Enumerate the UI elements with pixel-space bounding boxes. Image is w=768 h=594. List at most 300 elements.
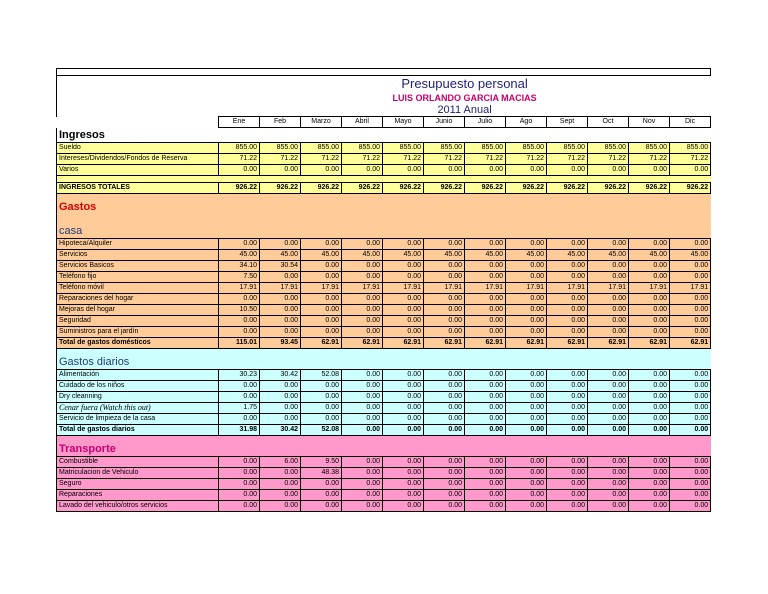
row-label[interactable]: Varios — [57, 165, 219, 176]
cell-value[interactable]: 45.00 — [383, 250, 424, 261]
cell-value[interactable]: 0.00 — [383, 239, 424, 250]
cell-value[interactable]: 0.00 — [383, 490, 424, 501]
cell-value[interactable]: 0.00 — [342, 272, 383, 283]
total-value[interactable]: 0.00 — [383, 425, 424, 436]
cell-value[interactable]: 0.00 — [670, 501, 711, 512]
cell-value[interactable]: 0.00 — [506, 316, 547, 327]
cell-value[interactable]: 0.00 — [588, 316, 629, 327]
cell-value[interactable]: 0.00 — [506, 239, 547, 250]
cell-value[interactable]: 0.00 — [383, 479, 424, 490]
row-label[interactable]: Lavado del vehiculo/otros servicios — [57, 501, 219, 512]
total-value[interactable]: 0.00 — [342, 425, 383, 436]
cell-value[interactable]: 0.00 — [424, 316, 465, 327]
cell-value[interactable]: 0.00 — [219, 468, 260, 479]
cell-value[interactable]: 0.00 — [424, 479, 465, 490]
total-label[interactable]: Total de gastos domésticos — [57, 338, 219, 349]
cell-value[interactable]: 0.00 — [260, 392, 301, 403]
cell-value[interactable]: 0.00 — [465, 392, 506, 403]
cell-value[interactable]: 0.00 — [260, 165, 301, 176]
cell-value[interactable]: 0.00 — [670, 261, 711, 272]
total-value[interactable]: 0.00 — [629, 425, 670, 436]
cell-value[interactable]: 52.08 — [301, 370, 342, 381]
cell-value[interactable]: 0.00 — [588, 239, 629, 250]
cell-value[interactable]: 17.91 — [547, 283, 588, 294]
cell-value[interactable]: 30.42 — [260, 370, 301, 381]
total-value[interactable]: 62.91 — [424, 338, 465, 349]
cell-value[interactable]: 0.00 — [424, 392, 465, 403]
cell-value[interactable]: 71.22 — [465, 154, 506, 165]
cell-value[interactable]: 0.00 — [342, 165, 383, 176]
month-header[interactable]: Oct — [588, 117, 629, 128]
cell-value[interactable]: 0.00 — [424, 261, 465, 272]
total-value[interactable]: 926.22 — [670, 183, 711, 194]
cell-value[interactable]: 0.00 — [629, 272, 670, 283]
cell-value[interactable]: 0.00 — [670, 392, 711, 403]
month-header[interactable]: Ago — [506, 117, 547, 128]
total-value[interactable]: 62.91 — [465, 338, 506, 349]
cell-value[interactable]: 0.00 — [588, 381, 629, 392]
cell-value[interactable]: 855.00 — [260, 143, 301, 154]
cell-value[interactable]: 0.00 — [506, 294, 547, 305]
cell-value[interactable]: 0.00 — [260, 272, 301, 283]
cell-value[interactable]: 0.00 — [547, 468, 588, 479]
cell-value[interactable]: 0.00 — [342, 501, 383, 512]
cell-value[interactable]: 855.00 — [424, 143, 465, 154]
total-value[interactable]: 926.22 — [506, 183, 547, 194]
row-label[interactable]: Servicios Basicos — [57, 261, 219, 272]
cell-value[interactable]: 0.00 — [219, 479, 260, 490]
cell-value[interactable]: 0.00 — [424, 294, 465, 305]
cell-value[interactable]: 71.22 — [629, 154, 670, 165]
cell-value[interactable]: 0.00 — [670, 294, 711, 305]
cell-value[interactable]: 0.00 — [424, 403, 465, 414]
section-title[interactable]: Transporte — [57, 442, 711, 457]
row-label[interactable]: Mejoras del hogar — [57, 305, 219, 316]
cell-value[interactable]: 45.00 — [670, 250, 711, 261]
cell-value[interactable]: 0.00 — [547, 479, 588, 490]
cell-value[interactable]: 48.38 — [301, 468, 342, 479]
cell-value[interactable]: 0.00 — [465, 370, 506, 381]
cell-value[interactable]: 0.00 — [588, 501, 629, 512]
cell-value[interactable]: 0.00 — [342, 370, 383, 381]
total-value[interactable]: 926.22 — [219, 183, 260, 194]
cell-value[interactable]: 0.00 — [629, 403, 670, 414]
cell-value[interactable]: 0.00 — [342, 327, 383, 338]
cell-value[interactable]: 0.00 — [301, 316, 342, 327]
total-value[interactable]: 926.22 — [383, 183, 424, 194]
total-value[interactable]: 62.91 — [342, 338, 383, 349]
cell-value[interactable]: 855.00 — [506, 143, 547, 154]
cell-value[interactable]: 45.00 — [342, 250, 383, 261]
cell-value[interactable]: 6.00 — [260, 457, 301, 468]
cell-value[interactable]: 45.00 — [301, 250, 342, 261]
empty-cell[interactable] — [57, 176, 711, 183]
total-value[interactable]: 93.45 — [260, 338, 301, 349]
cell-value[interactable]: 0.00 — [465, 490, 506, 501]
row-label[interactable]: Cenar fuera (Watch this out) — [57, 403, 219, 414]
cell-value[interactable]: 0.00 — [629, 392, 670, 403]
cell-value[interactable]: 17.91 — [219, 283, 260, 294]
empty-cell[interactable] — [57, 117, 219, 128]
cell-value[interactable]: 855.00 — [465, 143, 506, 154]
cell-value[interactable]: 0.00 — [219, 414, 260, 425]
month-header[interactable]: Ene — [219, 117, 260, 128]
total-value[interactable]: 926.22 — [301, 183, 342, 194]
cell-value[interactable]: 0.00 — [506, 327, 547, 338]
total-value[interactable]: 926.22 — [588, 183, 629, 194]
cell-value[interactable]: 0.00 — [588, 294, 629, 305]
row-label[interactable]: Servicios — [57, 250, 219, 261]
cell-value[interactable]: 0.00 — [670, 165, 711, 176]
cell-value[interactable]: 71.22 — [383, 154, 424, 165]
total-value[interactable]: 0.00 — [506, 425, 547, 436]
total-value[interactable]: 0.00 — [588, 425, 629, 436]
cell-value[interactable]: 0.00 — [219, 316, 260, 327]
cell-value[interactable]: 0.00 — [342, 414, 383, 425]
cell-value[interactable]: 0.00 — [260, 239, 301, 250]
cell-value[interactable]: 0.00 — [547, 316, 588, 327]
cell-value[interactable]: 17.91 — [260, 283, 301, 294]
cell-value[interactable]: 0.00 — [342, 403, 383, 414]
row-label[interactable]: Hipoteca/Alquiler — [57, 239, 219, 250]
total-value[interactable]: 0.00 — [424, 425, 465, 436]
cell-value[interactable]: 0.00 — [383, 392, 424, 403]
total-value[interactable]: 31.98 — [219, 425, 260, 436]
cell-value[interactable]: 0.00 — [629, 294, 670, 305]
cell-value[interactable]: 0.00 — [424, 165, 465, 176]
cell-value[interactable]: 0.00 — [506, 414, 547, 425]
cell-value[interactable]: 0.00 — [260, 414, 301, 425]
cell-value[interactable]: 0.00 — [219, 501, 260, 512]
cell-value[interactable]: 0.00 — [547, 165, 588, 176]
cell-value[interactable]: 0.00 — [629, 501, 670, 512]
cell-value[interactable]: 0.00 — [506, 261, 547, 272]
cell-value[interactable]: 17.91 — [588, 283, 629, 294]
cell-value[interactable]: 0.00 — [506, 457, 547, 468]
cell-value[interactable]: 0.00 — [260, 305, 301, 316]
cell-value[interactable]: 0.00 — [383, 272, 424, 283]
cell-value[interactable]: 0.00 — [547, 392, 588, 403]
cell-value[interactable]: 0.00 — [424, 468, 465, 479]
cell-value[interactable]: 0.00 — [670, 479, 711, 490]
cell-value[interactable]: 0.00 — [547, 414, 588, 425]
cell-value[interactable]: 0.00 — [342, 392, 383, 403]
total-value[interactable]: 0.00 — [670, 425, 711, 436]
total-value[interactable]: 926.22 — [424, 183, 465, 194]
month-header[interactable]: Abril — [342, 117, 383, 128]
cell-value[interactable]: 0.00 — [383, 457, 424, 468]
cell-value[interactable]: 0.00 — [219, 490, 260, 501]
cell-value[interactable]: 0.00 — [629, 479, 670, 490]
cell-value[interactable]: 0.00 — [465, 239, 506, 250]
cell-value[interactable]: 0.00 — [588, 272, 629, 283]
empty-cell[interactable] — [57, 214, 711, 224]
cell-value[interactable]: 0.00 — [301, 305, 342, 316]
total-value[interactable]: 62.91 — [506, 338, 547, 349]
section-title[interactable]: Gastos — [57, 200, 711, 214]
cell-value[interactable]: 0.00 — [547, 305, 588, 316]
cell-value[interactable]: 0.00 — [588, 261, 629, 272]
month-header[interactable]: Mayo — [383, 117, 424, 128]
cell-value[interactable]: 0.00 — [383, 294, 424, 305]
cell-value[interactable]: 855.00 — [670, 143, 711, 154]
row-label[interactable]: Matriculacion de Vehiculo — [57, 468, 219, 479]
cell-value[interactable]: 0.00 — [465, 457, 506, 468]
cell-value[interactable]: 0.00 — [383, 403, 424, 414]
cell-value[interactable]: 0.00 — [301, 261, 342, 272]
total-value[interactable]: 0.00 — [547, 425, 588, 436]
cell-value[interactable]: 7.50 — [219, 272, 260, 283]
cell-value[interactable]: 0.00 — [342, 457, 383, 468]
cell-value[interactable]: 855.00 — [588, 143, 629, 154]
cell-value[interactable]: 0.00 — [465, 381, 506, 392]
cell-value[interactable]: 0.00 — [260, 403, 301, 414]
cell-value[interactable]: 0.00 — [342, 468, 383, 479]
cell-value[interactable]: 0.00 — [547, 457, 588, 468]
cell-value[interactable]: 0.00 — [588, 457, 629, 468]
cell-value[interactable]: 30.54 — [260, 261, 301, 272]
cell-value[interactable]: 17.91 — [383, 283, 424, 294]
cell-value[interactable]: 0.00 — [301, 294, 342, 305]
cell-value[interactable]: 0.00 — [342, 316, 383, 327]
cell-value[interactable]: 0.00 — [547, 381, 588, 392]
empty-cell[interactable] — [57, 69, 711, 76]
cell-value[interactable]: 0.00 — [547, 294, 588, 305]
section-title[interactable]: casa — [57, 224, 711, 239]
cell-value[interactable]: 0.00 — [465, 403, 506, 414]
cell-value[interactable]: 0.00 — [670, 381, 711, 392]
cell-value[interactable]: 0.00 — [588, 468, 629, 479]
cell-value[interactable]: 0.00 — [424, 414, 465, 425]
total-value[interactable]: 926.22 — [629, 183, 670, 194]
cell-value[interactable]: 0.00 — [383, 381, 424, 392]
cell-value[interactable]: 855.00 — [629, 143, 670, 154]
total-value[interactable]: 62.91 — [301, 338, 342, 349]
cell-value[interactable]: 0.00 — [301, 490, 342, 501]
cell-value[interactable]: 0.00 — [465, 305, 506, 316]
cell-value[interactable]: 71.22 — [670, 154, 711, 165]
cell-value[interactable]: 0.00 — [383, 316, 424, 327]
cell-value[interactable]: 0.00 — [506, 305, 547, 316]
cell-value[interactable]: 0.00 — [424, 501, 465, 512]
cell-value[interactable]: 0.00 — [383, 327, 424, 338]
cell-value[interactable]: 0.00 — [670, 414, 711, 425]
total-value[interactable]: 62.91 — [670, 338, 711, 349]
cell-value[interactable]: 0.00 — [260, 316, 301, 327]
cell-value[interactable]: 0.00 — [670, 370, 711, 381]
cell-value[interactable]: 45.00 — [260, 250, 301, 261]
cell-value[interactable]: 0.00 — [506, 479, 547, 490]
cell-value[interactable]: 0.00 — [301, 392, 342, 403]
cell-value[interactable]: 0.00 — [342, 479, 383, 490]
cell-value[interactable]: 0.00 — [547, 403, 588, 414]
cell-value[interactable]: 0.00 — [547, 261, 588, 272]
owner-name[interactable]: LUIS ORLANDO GARCIA MACIAS — [392, 93, 537, 103]
cell-value[interactable]: 0.00 — [219, 165, 260, 176]
cell-value[interactable]: 0.00 — [629, 327, 670, 338]
row-label[interactable]: Dry cleanning — [57, 392, 219, 403]
cell-value[interactable]: 0.00 — [342, 381, 383, 392]
cell-value[interactable]: 0.00 — [588, 305, 629, 316]
cell-value[interactable]: 0.00 — [301, 381, 342, 392]
cell-value[interactable]: 71.22 — [342, 154, 383, 165]
row-label[interactable]: Suministros para el jardín — [57, 327, 219, 338]
month-header[interactable]: Marzo — [301, 117, 342, 128]
cell-value[interactable]: 0.00 — [629, 305, 670, 316]
total-value[interactable]: 62.91 — [588, 338, 629, 349]
cell-value[interactable]: 0.00 — [506, 468, 547, 479]
cell-value[interactable]: 17.91 — [629, 283, 670, 294]
cell-value[interactable]: 0.00 — [301, 239, 342, 250]
cell-value[interactable]: 0.00 — [670, 272, 711, 283]
month-header[interactable]: Dic — [670, 117, 711, 128]
cell-value[interactable]: 0.00 — [424, 272, 465, 283]
total-label[interactable]: Total de gastos diarios — [57, 425, 219, 436]
cell-value[interactable]: 0.00 — [547, 239, 588, 250]
cell-value[interactable]: 0.00 — [260, 294, 301, 305]
cell-value[interactable]: 0.00 — [629, 468, 670, 479]
cell-value[interactable]: 17.91 — [670, 283, 711, 294]
cell-value[interactable]: 0.00 — [465, 414, 506, 425]
cell-value[interactable]: 0.00 — [465, 294, 506, 305]
section-title[interactable]: Ingresos — [57, 128, 711, 143]
cell-value[interactable]: 0.00 — [219, 392, 260, 403]
cell-value[interactable]: 0.00 — [629, 239, 670, 250]
cell-value[interactable]: 0.00 — [670, 305, 711, 316]
cell-value[interactable]: 855.00 — [219, 143, 260, 154]
total-value[interactable]: 62.91 — [629, 338, 670, 349]
total-value[interactable]: 52.08 — [301, 425, 342, 436]
cell-value[interactable]: 0.00 — [506, 403, 547, 414]
month-header[interactable]: Junio — [424, 117, 465, 128]
cell-value[interactable]: 0.00 — [588, 414, 629, 425]
cell-value[interactable]: 0.00 — [424, 370, 465, 381]
cell-value[interactable]: 71.22 — [588, 154, 629, 165]
total-value[interactable]: 115.01 — [219, 338, 260, 349]
row-label[interactable]: Teléfono fijo — [57, 272, 219, 283]
cell-value[interactable]: 0.00 — [506, 490, 547, 501]
total-value[interactable]: 926.22 — [547, 183, 588, 194]
cell-value[interactable]: 0.00 — [465, 272, 506, 283]
empty-cell[interactable] — [57, 92, 219, 104]
cell-value[interactable]: 0.00 — [260, 468, 301, 479]
cell-value[interactable]: 0.00 — [465, 316, 506, 327]
cell-value[interactable]: 0.00 — [670, 468, 711, 479]
cell-value[interactable]: 0.00 — [547, 272, 588, 283]
cell-value[interactable]: 71.22 — [424, 154, 465, 165]
cell-value[interactable]: 0.00 — [670, 403, 711, 414]
cell-value[interactable]: 0.00 — [588, 490, 629, 501]
row-label[interactable]: Seguridad — [57, 316, 219, 327]
cell-value[interactable]: 0.00 — [547, 490, 588, 501]
cell-value[interactable]: 0.00 — [670, 239, 711, 250]
cell-value[interactable]: 0.00 — [670, 457, 711, 468]
cell-value[interactable]: 0.00 — [629, 457, 670, 468]
cell-value[interactable]: 0.00 — [424, 239, 465, 250]
cell-value[interactable]: 0.00 — [629, 261, 670, 272]
cell-value[interactable]: 34.10 — [219, 261, 260, 272]
month-header[interactable]: Feb — [260, 117, 301, 128]
cell-value[interactable]: 0.00 — [342, 239, 383, 250]
cell-value[interactable]: 0.00 — [547, 501, 588, 512]
total-value[interactable]: 0.00 — [465, 425, 506, 436]
row-label[interactable]: Cuidado de los niños — [57, 381, 219, 392]
cell-value[interactable]: 0.00 — [465, 468, 506, 479]
row-label[interactable]: Sueldo — [57, 143, 219, 154]
cell-value[interactable]: 0.00 — [506, 272, 547, 283]
cell-value[interactable]: 0.00 — [383, 165, 424, 176]
cell-value[interactable]: 0.00 — [465, 261, 506, 272]
cell-value[interactable]: 855.00 — [342, 143, 383, 154]
cell-value[interactable]: 0.00 — [219, 327, 260, 338]
cell-value[interactable]: 17.91 — [506, 283, 547, 294]
cell-value[interactable]: 0.00 — [219, 457, 260, 468]
cell-value[interactable]: 0.00 — [465, 501, 506, 512]
cell-value[interactable]: 45.00 — [465, 250, 506, 261]
cell-value[interactable]: 0.00 — [588, 403, 629, 414]
cell-value[interactable]: 45.00 — [424, 250, 465, 261]
cell-value[interactable]: 0.00 — [588, 392, 629, 403]
cell-value[interactable]: 0.00 — [342, 261, 383, 272]
cell-value[interactable]: 0.00 — [629, 370, 670, 381]
row-label[interactable]: Reparaciones — [57, 490, 219, 501]
empty-cell[interactable] — [57, 104, 219, 117]
cell-value[interactable]: 0.00 — [506, 381, 547, 392]
cell-value[interactable]: 0.00 — [424, 490, 465, 501]
cell-value[interactable]: 71.22 — [219, 154, 260, 165]
total-value[interactable]: 62.91 — [383, 338, 424, 349]
cell-value[interactable]: 0.00 — [588, 479, 629, 490]
cell-value[interactable]: 0.00 — [301, 403, 342, 414]
cell-value[interactable]: 17.91 — [424, 283, 465, 294]
cell-value[interactable]: 0.00 — [424, 457, 465, 468]
cell-value[interactable]: 45.00 — [629, 250, 670, 261]
cell-value[interactable]: 0.00 — [342, 490, 383, 501]
month-header[interactable]: Nov — [629, 117, 670, 128]
section-title[interactable]: Gastos diarios — [57, 355, 711, 370]
cell-value[interactable]: 0.00 — [588, 165, 629, 176]
cell-value[interactable]: 17.91 — [342, 283, 383, 294]
cell-value[interactable]: 0.00 — [383, 501, 424, 512]
cell-value[interactable]: 855.00 — [547, 143, 588, 154]
cell-value[interactable]: 0.00 — [506, 392, 547, 403]
cell-value[interactable]: 0.00 — [424, 381, 465, 392]
cell-value[interactable]: 0.00 — [301, 414, 342, 425]
cell-value[interactable]: 0.00 — [670, 327, 711, 338]
cell-value[interactable]: 0.00 — [670, 490, 711, 501]
cell-value[interactable]: 0.00 — [588, 327, 629, 338]
cell-value[interactable]: 855.00 — [383, 143, 424, 154]
cell-value[interactable]: 0.00 — [383, 261, 424, 272]
cell-value[interactable]: 0.00 — [629, 490, 670, 501]
cell-value[interactable]: 71.22 — [301, 154, 342, 165]
cell-value[interactable]: 71.22 — [506, 154, 547, 165]
cell-value[interactable]: 0.00 — [547, 370, 588, 381]
cell-value[interactable]: 45.00 — [506, 250, 547, 261]
cell-value[interactable]: 0.00 — [301, 501, 342, 512]
cell-value[interactable]: 0.00 — [424, 327, 465, 338]
cell-value[interactable]: 0.00 — [260, 501, 301, 512]
empty-cell[interactable] — [57, 76, 219, 93]
cell-value[interactable]: 0.00 — [629, 165, 670, 176]
total-label[interactable]: INGRESOS TOTALES — [57, 183, 219, 194]
cell-value[interactable]: 0.00 — [301, 272, 342, 283]
cell-value[interactable]: 0.00 — [588, 370, 629, 381]
row-label[interactable]: Intereses/Dividendos/Fondos de Reserva — [57, 154, 219, 165]
row-label[interactable]: Alimentación — [57, 370, 219, 381]
cell-value[interactable]: 0.00 — [629, 414, 670, 425]
cell-value[interactable]: 0.00 — [219, 294, 260, 305]
